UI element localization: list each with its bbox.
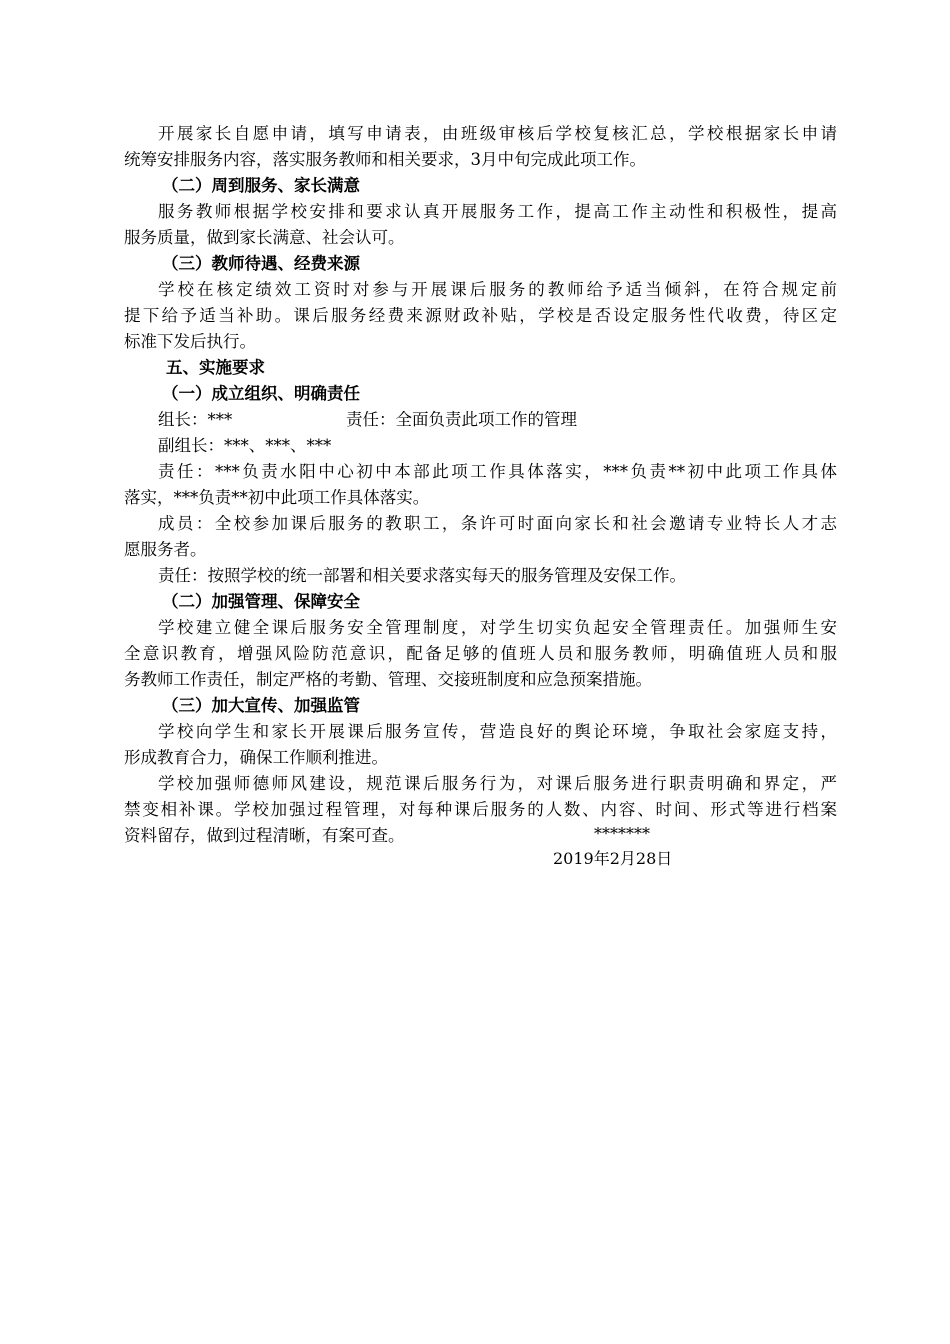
paragraph-line: 愿服务者。 bbox=[124, 540, 207, 559]
paragraph-line: 服务质量，做到家长满意、社会认可。 bbox=[124, 228, 405, 247]
team-leader-duty: 责任：全面负责此项工作的管理 bbox=[346, 410, 577, 429]
paragraph-line: 资料留存，做到过程清晰，有案可查。 bbox=[124, 826, 405, 845]
paragraph-line: 开展家长自愿申请，填写申请表，由班级审核后学校复核汇总，学校根据家长申请 bbox=[158, 124, 837, 143]
paragraph-line: 责任：按照学校的统一部署和相关要求落实每天的服务管理及安保工作。 bbox=[158, 566, 686, 585]
paragraph-line: 学校加强师德师风建设，规范课后服务行为，对课后服务进行职责明确和界定，严 bbox=[158, 774, 837, 793]
chapter-heading: 五、实施要求 bbox=[166, 358, 265, 377]
signature-date: 2019年2月28日 bbox=[553, 849, 673, 868]
paragraph-line: 服务教师根据学校安排和要求认真开展服务工作，提高工作主动性和积极性，提高 bbox=[158, 202, 837, 221]
paragraph-line: 成员：全校参加课后服务的教职工，条许可时面向家长和社会邀请专业特长人才志 bbox=[158, 514, 837, 533]
paragraph-line: 学校在核定绩效工资时对参与开展课后服务的教师给予适当倾斜，在符合规定前 bbox=[158, 280, 837, 299]
paragraph-line: 务教师工作责任，制定严格的考勤、管理、交接班制度和应急预案措施。 bbox=[124, 670, 652, 689]
paragraph-line: 责任：***负责水阳中心初中本部此项工作具体落实，***负责**初中此项工作具体 bbox=[158, 462, 837, 481]
paragraph-line: 提下给予适当补助。课后服务经费来源财政补贴，学校是否设定服务性代收费，待区定 bbox=[124, 306, 837, 325]
paragraph-line: 形成教育合力，确保工作顺利推进。 bbox=[124, 748, 388, 767]
section-heading: （三）教师待遇、经费来源 bbox=[162, 254, 360, 273]
deputy-leader-line: 副组长：***、***、*** bbox=[158, 436, 332, 455]
paragraph-line: 学校建立健全课后服务安全管理制度，对学生切实负起安全管理责任。加强师生安 bbox=[158, 618, 837, 637]
paragraph-line: 学校向学生和家长开展课后服务宣传，营造良好的舆论环境，争取社会家庭支持， bbox=[158, 722, 837, 741]
section-heading: （二）周到服务、家长满意 bbox=[162, 176, 360, 195]
section-heading: （三）加大宣传、加强监管 bbox=[162, 696, 360, 715]
paragraph-line: 禁变相补课。学校加强过程管理，对每种课后服务的人数、内容、时间、形式等进行档案 bbox=[124, 800, 837, 819]
paragraph-line: 统筹安排服务内容，落实服务教师和相关要求，3月中旬完成此项工作。 bbox=[124, 150, 646, 169]
section-heading: （一）成立组织、明确责任 bbox=[162, 384, 360, 403]
signature-name: ******* bbox=[594, 824, 650, 843]
section-heading: （二）加强管理、保障安全 bbox=[162, 592, 360, 611]
paragraph-line: 标准下发后执行。 bbox=[124, 332, 256, 351]
paragraph-line: 落实，***负责**初中此项工作具体落实。 bbox=[124, 488, 430, 507]
paragraph-line: 全意识教育，增强风险防范意识，配备足够的值班人员和服务教师，明确值班人员和服 bbox=[124, 644, 837, 663]
team-leader-line: 组长：*** bbox=[158, 410, 233, 429]
